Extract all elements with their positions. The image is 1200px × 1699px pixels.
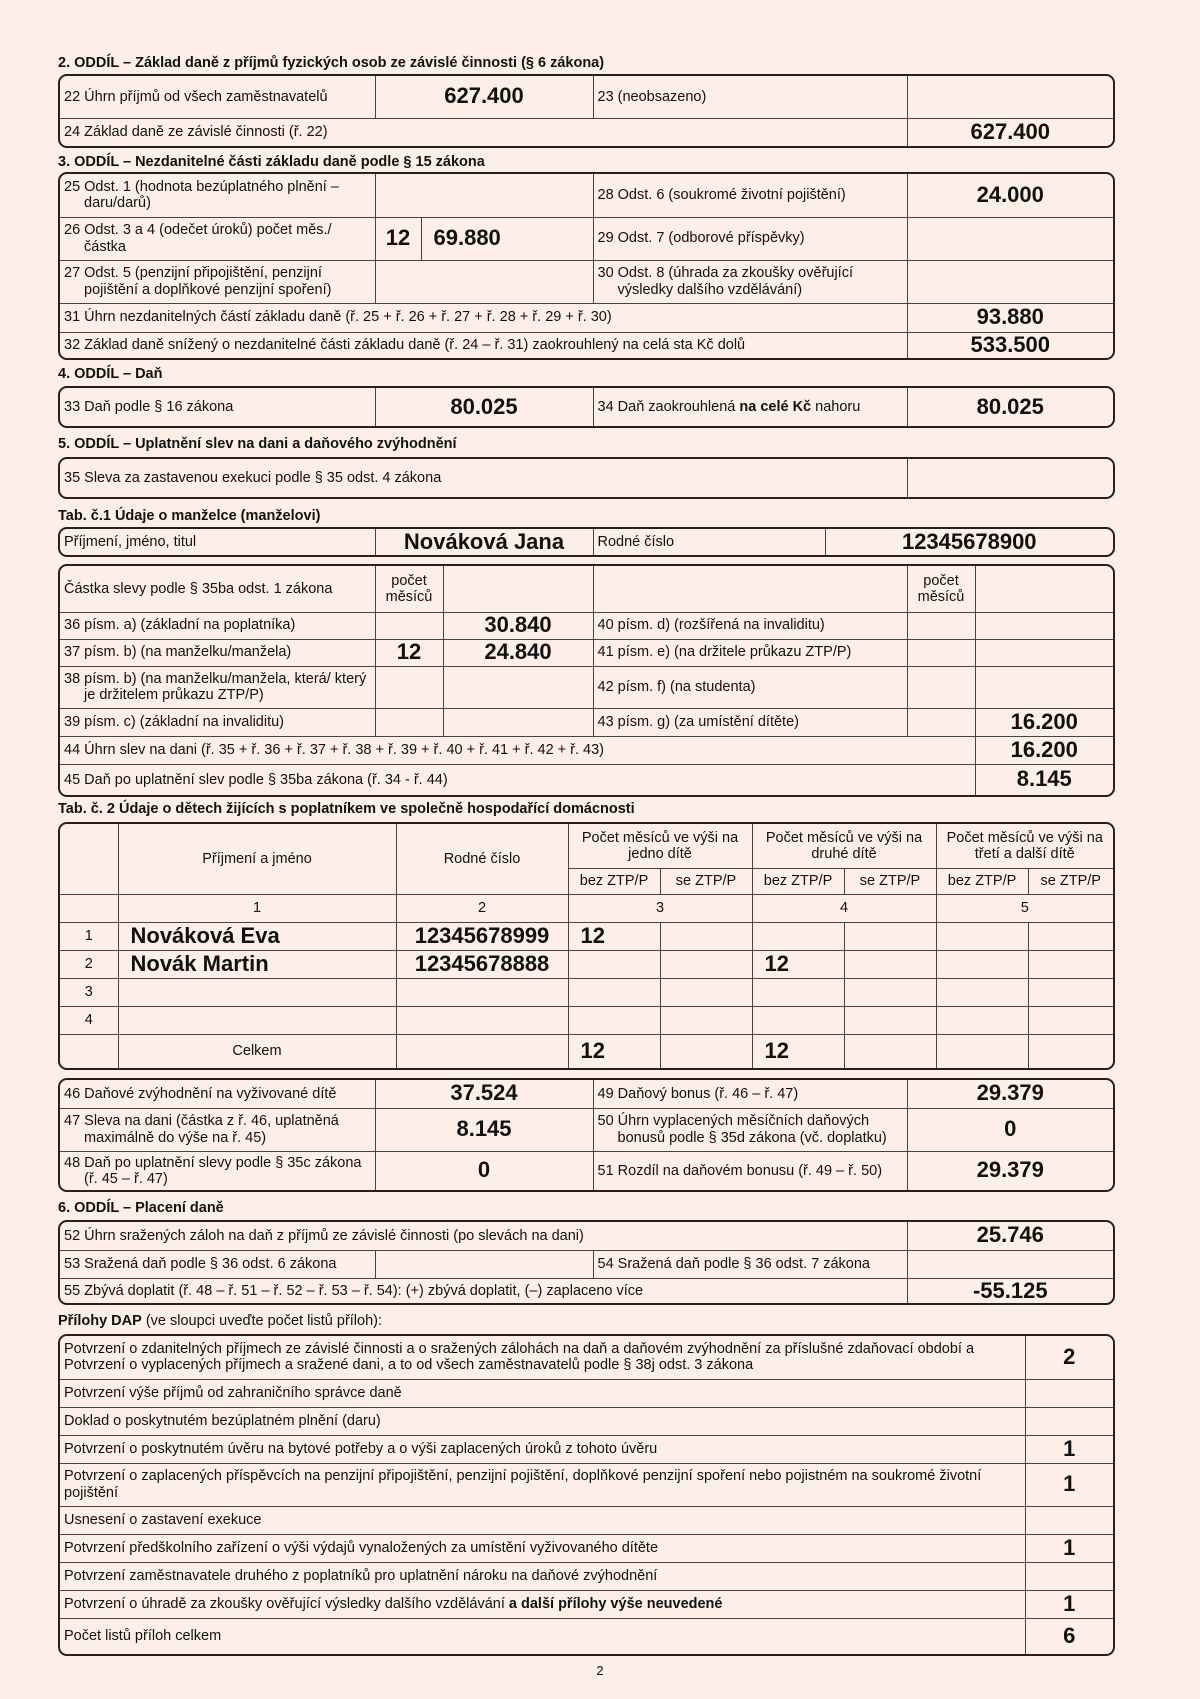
spouse-rc-value[interactable]: 12345678900	[825, 529, 1113, 555]
section-3-title: 3. ODDÍL – Nezdanitelné části základu daně podle § 15 zákona	[58, 154, 485, 170]
child-rc[interactable]: 12345678888	[396, 950, 568, 978]
row-48-label: 48 Daň po uplatnění slevy podle § 35c zákona (ř. 45 – ř. 47)	[60, 1151, 375, 1190]
row-47-value[interactable]: 8.145	[375, 1108, 593, 1151]
row-34-label: 34 Daň zaokrouhlená na celé Kč nahoru	[593, 388, 907, 426]
row-26-months[interactable]: 12	[375, 217, 421, 260]
row-27-value[interactable]	[375, 260, 593, 303]
credits-header: Částka slevy podle § 35ba odst. 1 zákona	[60, 566, 375, 612]
months-header-left: počet měsíců	[375, 566, 443, 612]
row-26-value[interactable]: 69.880	[421, 217, 593, 260]
row-46-value[interactable]: 37.524	[375, 1080, 593, 1108]
row-53-label: 53 Sražená daň podle § 36 odst. 6 zákona	[60, 1250, 375, 1278]
row-35-value[interactable]	[907, 459, 1113, 497]
row-45-label: 45 Daň po uplatnění slev podle § 35ba zákona (ř. 34 - ř. 44)	[60, 764, 975, 795]
row-55-label: 55 Zbývá doplatit (ř. 48 – ř. 51 – ř. 52 – ř. 53 – ř. 54): (+) zbývá doplatit, (–) zaplaceno více	[60, 1278, 907, 1303]
row-30-label: 30 Odst. 8 (úhrada za zkoušky ověřující výsledky dalšího vzdělávání)	[593, 260, 907, 303]
row-51-value[interactable]: 29.379	[907, 1151, 1113, 1190]
attachment-row: Potvrzení zaměstnavatele druhého z poplatníků pro uplatnění nároku na daňové zvýhodnění	[60, 1562, 1113, 1590]
tab2-title: Tab. č. 2 Údaje o dětech žijících s poplatníkem ve společně hospodařící domácnosti	[58, 801, 635, 817]
row-22-label: 22 Úhrn příjmů od všech zaměstnavatelů	[60, 76, 375, 118]
section-2-title: 2. ODDÍL – Základ daně z příjmů fyzických osob ze závislé činnosti (§ 6 zákona)	[58, 55, 605, 71]
attachment-row: Potvrzení předškolního zařízení o výši výdajů vynaložených za umístění vyživovaného dítěte 1	[60, 1534, 1113, 1562]
row-47-label: 47 Sleva na dani (částka z ř. 46, uplatněná maximálně do výše na ř. 45)	[60, 1108, 375, 1151]
attachment-row: Potvrzení o úhradě za zkoušky ověřující výsledky dalšího vzdělávání a další přílohy výše neuvedené 1	[60, 1590, 1113, 1618]
row-25-label: 25 Odst. 1 (hodnota bezúplatného plnění – daru/darů)	[60, 174, 375, 217]
table-row: 3	[60, 978, 1113, 1006]
row-48-value[interactable]: 0	[375, 1151, 593, 1190]
row-54-label: 54 Sražená daň podle § 36 odst. 7 zákona	[593, 1250, 907, 1278]
table-row: 4	[60, 1006, 1113, 1034]
col-4-header: Počet měsíců ve výši na druhé dítě	[752, 824, 936, 868]
row-24-value[interactable]: 627.400	[907, 118, 1113, 146]
row-26-label: 26 Odst. 3 a 4 (odečet úroků) počet měs./ částka	[60, 217, 375, 260]
section-3-box	[58, 172, 1115, 360]
row-37-label: 37 písm. b) (na manželku/manžela)	[60, 639, 375, 666]
section-4-box	[58, 386, 1115, 428]
row-38-label: 38 písm. b) (na manželku/manžela, která/ který je držitelem průkazu ZTP/P)	[60, 666, 375, 708]
row-39-label: 39 písm. c) (základní na invaliditu)	[60, 708, 375, 736]
spouse-name-value[interactable]: Nováková Jana	[375, 529, 593, 555]
row-41-label: 41 písm. e) (na držitele průkazu ZTP/P)	[593, 639, 907, 666]
section-5-box	[58, 457, 1115, 499]
row-53-value[interactable]	[375, 1250, 593, 1278]
row-23-label: 23 (neobsazeno)	[593, 76, 907, 118]
row-44-value[interactable]: 16.200	[975, 736, 1113, 764]
col-5-header: Počet měsíců ve výši na třetí a další dítě	[936, 824, 1113, 868]
row-49-label: 49 Daňový bonus (ř. 46 – ř. 47)	[593, 1080, 907, 1108]
row-52-value[interactable]: 25.746	[907, 1222, 1113, 1250]
row-54-value[interactable]	[907, 1250, 1113, 1278]
row-33-label: 33 Daň podle § 16 zákona	[60, 388, 375, 426]
children-rc-header: Rodné číslo	[396, 824, 568, 894]
row-42-label: 42 písm. f) (na studenta)	[593, 666, 907, 708]
attachment-row: Doklad o poskytnutém bezúplatném plnění (daru)	[60, 1407, 1113, 1435]
attachments-box	[58, 1334, 1115, 1656]
row-30-value[interactable]	[907, 260, 1113, 303]
row-23-value[interactable]	[907, 76, 1113, 118]
attachment-row: Potvrzení o zaplacených příspěvcích na penzijní připojištění, penzijní pojištění, doplňkové penzijní spoření nebo pojistném na soukromé životní pojištění 1	[60, 1463, 1113, 1506]
section-6-box	[58, 1220, 1115, 1305]
tax-credits-box	[58, 564, 1115, 797]
child-name[interactable]: Nováková Eva	[118, 922, 396, 950]
row-31-value[interactable]: 93.880	[907, 303, 1113, 332]
row-36-label: 36 písm. a) (základní na poplatníka)	[60, 612, 375, 639]
row-34-value[interactable]: 80.025	[907, 388, 1113, 426]
child-bonus-box	[58, 1078, 1115, 1192]
child-name[interactable]: Novák Martin	[118, 950, 396, 978]
attachment-row: Potvrzení o poskytnutém úvěru na bytové potřeby a o výši zaplacených úroků z tohoto úvěru 1	[60, 1435, 1113, 1463]
row-50-label: 50 Úhrn vyplacených měsíčních daňových bonusů podle § 35d zákona (vč. doplatku)	[593, 1108, 907, 1151]
page-number: 2	[596, 1663, 604, 1678]
row-37-months[interactable]: 12	[375, 639, 443, 666]
attachment-row: Usnesení o zastavení exekuce	[60, 1506, 1113, 1534]
row-52-label: 52 Úhrn sražených záloh na daň z příjmů ze závislé činnosti (po slevách na dani)	[60, 1222, 907, 1250]
row-28-value[interactable]: 24.000	[907, 174, 1113, 217]
row-51-label: 51 Rozdíl na daňovém bonusu (ř. 49 – ř. 50)	[593, 1151, 907, 1190]
children-table: Příjmení a jméno Rodné číslo Počet měsíců ve výši na jedno dítě Počet měsíců ve výši na druhé dítě Počet měsíců ve výši na třetí a další dítě bez ZTP/P se ZTP/P bez ZTP/P se ZTP/P bez ZTP/P se ZTP/P 1 2 3 4 5 1 Nováková Eva 12345678999 12 2 Novák Martin 12345678888 12 3 4 Celkem 12 12	[58, 822, 1115, 1070]
row-29-label: 29 Odst. 7 (odborové příspěvky)	[593, 217, 907, 260]
row-49-value[interactable]: 29.379	[907, 1080, 1113, 1108]
section-2-box	[58, 74, 1115, 148]
months-header-right: počet měsíců	[907, 566, 975, 612]
row-35-label: 35 Sleva za zastavenou exekuci podle § 35 odst. 4 zákona	[60, 459, 907, 497]
attachment-row: Potvrzení o zdanitelných příjmech ze závislé činnosti a o sražených zálohách na daň a daňovém zvýhodnění za příslušné zdaňovací období a Potvrzení o vyplacených příjmech a sražené dani, a to od všech zaměstnavatelů podle § 38j odst. 3 zákona 2	[60, 1336, 1113, 1379]
row-22-value[interactable]: 627.400	[375, 76, 593, 118]
child-rc[interactable]: 12345678999	[396, 922, 568, 950]
attachments-title: Přílohy DAP (ve sloupci uveďte počet listů příloh):	[58, 1313, 383, 1329]
row-28-label: 28 Odst. 6 (soukromé životní pojištění)	[593, 174, 907, 217]
row-50-value[interactable]: 0	[907, 1108, 1113, 1151]
row-45-value[interactable]: 8.145	[975, 764, 1113, 795]
table-row-total: Celkem 12 12	[60, 1034, 1113, 1068]
row-44-label: 44 Úhrn slev na dani (ř. 35 + ř. 36 + ř. 37 + ř. 38 + ř. 39 + ř. 40 + ř. 41 + ř. 42 + ř. 43)	[60, 736, 975, 764]
attachment-total-row: Počet listů příloh celkem 6	[60, 1618, 1113, 1654]
row-36-value[interactable]: 30.840	[443, 612, 593, 639]
row-46-label: 46 Daňové zvýhodnění na vyživované dítě	[60, 1080, 375, 1108]
row-33-value[interactable]: 80.025	[375, 388, 593, 426]
spouse-name-label: Příjmení, jméno, titul	[60, 529, 375, 555]
row-43-value[interactable]: 16.200	[975, 708, 1113, 736]
tab1-box	[58, 527, 1115, 557]
row-37-value[interactable]: 24.840	[443, 639, 593, 666]
row-31-label: 31 Úhrn nezdanitelných částí základu daně (ř. 25 + ř. 26 + ř. 27 + ř. 28 + ř. 29 + ř. 30)	[60, 303, 907, 332]
spouse-rc-label: Rodné číslo	[593, 529, 825, 555]
row-32-label: 32 Základ daně snížený o nezdanitelné části základu daně (ř. 24 – ř. 31) zaokrouhlený na celá sta Kč dolů	[60, 332, 907, 358]
tab1-title: Tab. č.1 Údaje o manželce (manželovi)	[58, 508, 321, 524]
section-5-title: 5. ODDÍL – Uplatnění slev na dani a daňového zvýhodnění	[58, 436, 457, 452]
row-24-label: 24 Základ daně ze závislé činnosti (ř. 22)	[60, 118, 907, 146]
table-row: 1 Nováková Eva 12345678999 12	[60, 922, 1113, 950]
row-29-value[interactable]	[907, 217, 1113, 260]
col-3-header: Počet měsíců ve výši na jedno dítě	[568, 824, 752, 868]
section-6-title: 6. ODDÍL – Placení daně	[58, 1200, 224, 1216]
row-40-label: 40 písm. d) (rozšířená na invaliditu)	[593, 612, 907, 639]
table-row: 2 Novák Martin 12345678888 12	[60, 950, 1113, 978]
row-55-value[interactable]: -55.125	[907, 1278, 1113, 1303]
row-43-label: 43 písm. g) (za umístění dítěte)	[593, 708, 907, 736]
row-25-value[interactable]	[375, 174, 593, 217]
attachment-row: Potvrzení výše příjmů od zahraničního správce daně	[60, 1379, 1113, 1407]
children-name-header: Příjmení a jméno	[118, 824, 396, 894]
row-32-value[interactable]: 533.500	[907, 332, 1113, 358]
row-27-label: 27 Odst. 5 (penzijní připojištění, penzijní pojištění a doplňkové penzijní spoření)	[60, 260, 375, 303]
section-4-title: 4. ODDÍL – Daň	[58, 366, 163, 382]
